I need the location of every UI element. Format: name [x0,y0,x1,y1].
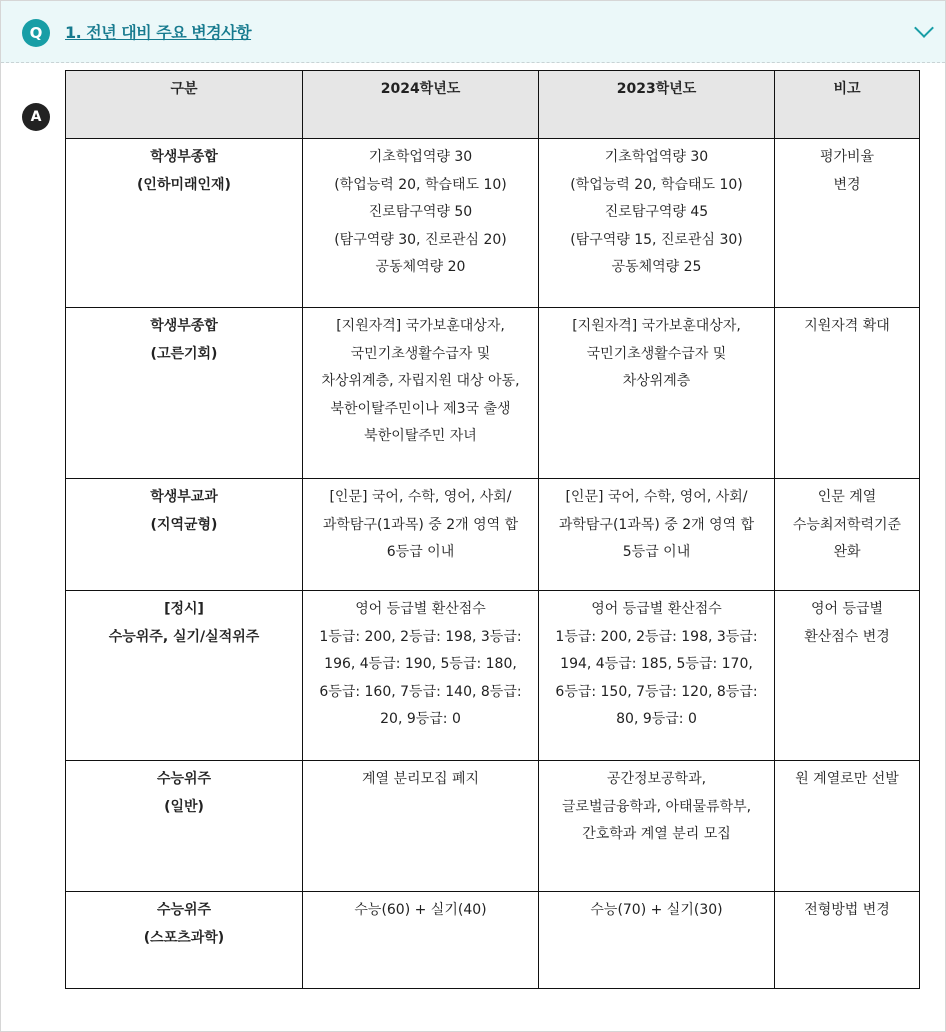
cell-line: 194, 4등급: 185, 5등급: 170, [560,656,753,672]
cell-line: 수능최저학력기준 [792,516,902,533]
year-2024-cell [303,591,539,761]
cell-line: 차상위계층 [622,373,691,389]
year-2023-cell [539,308,775,479]
cell-line: 기초학업역량 30 [368,149,473,165]
cell-line: 공동체역량 25 [611,259,702,275]
cell-line: 학생부종합 [150,149,218,165]
cell-line: 6등급: 150, 7등급: 120, 8등급: [555,683,758,700]
year-2023-cell [539,761,775,892]
cell-line: 수능(60) + 실기(40) [354,902,487,918]
cell-line: 196, 4등급: 190, 5등급: 180, [324,656,517,672]
table-row [66,308,920,479]
cell-line: 차상위계층, 자립지원 대상 아동, [321,373,520,389]
cell-line: 인문 계열 [817,489,877,505]
year-2023-cell [539,892,775,989]
cell-line: 80, 9등급: 0 [616,711,697,727]
cell-line: 환산점수 변경 [804,628,890,645]
cell-line: [인문] 국어, 수학, 영어, 사회/ [329,489,512,505]
cell-line: (일반) [164,798,204,815]
year-2024-cell [303,479,539,591]
year-2023-cell [539,139,775,308]
year-2023-cell [539,591,775,761]
category-cell [66,479,303,591]
cell-line: 수능위주, 실기/실적위주 [108,628,260,645]
year-2024-cell [303,892,539,989]
note-cell [775,761,920,892]
cell-line: 평가비율 [819,149,875,165]
cell-line: 5등급 이내 [622,544,691,560]
cell-line: 1등급: 200, 2등급: 198, 3등급: [319,628,522,645]
column-header-2023: 2023학년도 [539,71,775,139]
cell-line: 국민기초생활수급자 및 [350,345,491,362]
table-row [66,479,920,591]
cell-line: 원 계열로만 선발 [795,771,899,787]
cell-line: 글로벌금융학과, 아태물류학부, [561,798,752,815]
column-header-category: 구분 [66,71,303,139]
cell-line: (탐구역량 30, 진로관심 20) [334,231,507,248]
cell-line: 북한이탈주민이나 제3국 출생 [330,400,511,417]
cell-line: 학생부교과 [150,489,218,505]
cell-line: 과학탐구(1과목) 중 2개 영역 합 [558,516,755,533]
category-cell [66,139,303,308]
cell-line: (인하미래인재) [137,176,231,193]
cell-line: 지원자격 확대 [804,318,890,334]
cell-line: 북한이탈주민 자녀 [364,428,477,444]
year-2024-cell [303,761,539,892]
cell-line: [지원자격] 국가보훈대상자, [336,318,505,334]
cell-line: [인문] 국어, 수학, 영어, 사회/ [565,489,748,505]
cell-line: (학업능력 20, 학습태도 10) [570,176,743,193]
cell-line: 학생부종합 [150,318,218,334]
note-cell [775,139,920,308]
cell-line: 국민기초생활수급자 및 [586,345,727,362]
cell-line: 영어 등급별 환산점수 [355,601,486,617]
cell-line: 영어 등급별 환산점수 [591,601,722,617]
note-cell [775,591,920,761]
cell-line: [지원자격] 국가보훈대상자, [572,318,741,334]
cell-line: 수능위주 [156,902,212,918]
cell-line: 간호학과 계열 분리 모집 [582,826,731,842]
year-2024-cell [303,139,539,308]
column-header-note: 비고 [775,71,920,139]
category-cell [66,591,303,761]
cell-line: [정시] [164,601,204,617]
answer-badge-icon: A [22,103,50,131]
cell-line: 1등급: 200, 2등급: 198, 3등급: [555,628,758,645]
year-2023-cell [539,479,775,591]
cell-line: 진로탐구역량 45 [604,204,709,220]
column-header-2024: 2024학년도 [303,71,539,139]
changes-table [65,70,920,989]
question-header[interactable] [1,1,945,63]
cell-line: (고른기회) [150,345,218,362]
chevron-down-icon[interactable] [914,18,934,38]
table-row [66,761,920,892]
question-badge-icon: Q [22,19,50,47]
question-title-link[interactable]: 1. 전년 대비 주요 변경사항 [65,23,252,42]
note-cell [775,892,920,989]
cell-line: 공간정보공학과, [606,771,707,787]
cell-line: 완화 [833,544,861,560]
cell-line: 6등급 이내 [386,544,455,560]
cell-line: 과학탐구(1과목) 중 2개 영역 합 [322,516,519,533]
table-row [66,591,920,761]
cell-line: 6등급: 160, 7등급: 140, 8등급: [319,683,522,700]
table-header-row [66,71,920,139]
cell-line: 진로탐구역량 50 [368,204,473,220]
cell-line: 영어 등급별 [810,601,884,617]
cell-line: 공동체역량 20 [375,259,466,275]
cell-line: 수능위주 [156,771,212,787]
category-cell [66,308,303,479]
note-cell [775,308,920,479]
table-row [66,139,920,308]
cell-line: 전형방법 변경 [804,902,890,918]
year-2024-cell [303,308,539,479]
cell-line: (지역균형) [150,516,218,533]
cell-line: 변경 [833,176,861,193]
cell-line: (스포츠과학) [143,929,225,946]
cell-line: (학업능력 20, 학습태도 10) [334,176,507,193]
category-cell [66,761,303,892]
cell-line: 20, 9등급: 0 [380,711,461,727]
cell-line: 수능(70) + 실기(30) [590,902,723,918]
cell-line: 기초학업역량 30 [604,149,709,165]
category-cell [66,892,303,989]
cell-line: 계열 분리모집 폐지 [361,771,480,787]
note-cell [775,479,920,591]
table-row [66,892,920,989]
cell-line: (탐구역량 15, 진로관심 30) [570,231,743,248]
